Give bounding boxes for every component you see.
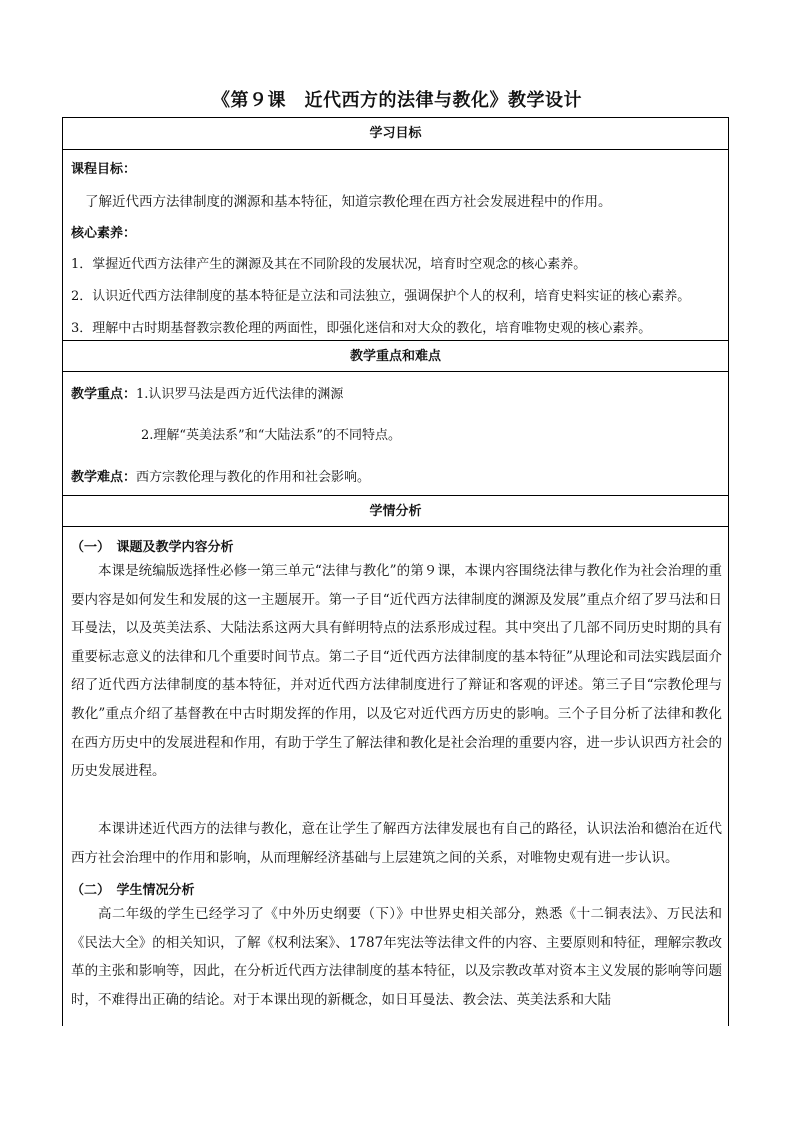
subsection-content-analysis: （一） 课题及教学内容分析: [71, 540, 234, 555]
core-item-2: 2．认识近代西方法律制度的基本特征是立法和司法独立，强调保护个人的权利，培育史料实证的核心素养。: [71, 289, 691, 304]
difficulty-text: 西方宗教伦理与教化的作用和社会影响。: [136, 470, 371, 485]
paragraph-content-analysis: 本课是统编版选择性必修一第三单元“法律与教化”的第９课，本课内容围绕法律与教化作为社会治理的重要内容是如何发生和发展的这一主题展开。第一子目“近代西方法律制度的渊源及发展”重点介绍了罗马法和日耳曼法，以及英美法系、大陆法系这两大具有鲜明特点的法系形成过程。其中突出了几部不同历史时期的具有重要标志意义的法律和几个重要时间节点。第二子目“近代西方法律制度的基本特征”从理论和司法实践层面介绍了近代西方法律制度的基本特征，并对近代西方法律制度进行了辩证和客观的评述。第三子目“宗教伦理与教化”重点介绍了基督教在中古时期发挥的作用，以及它对近代西方历史的影响。三个子目分析了法律和教化在西方历史中的发展进程和作用，有助于学生了解法律和教化是社会治理的重要内容，进一步认识西方社会的历史发展进程。: [71, 563, 722, 780]
key-point-label: 教学重点：: [71, 387, 137, 402]
core-item-1: 1．掌握近代西方法律产生的渊源及其在不同阶段的发展状况，培育时空观念的核心素养。: [71, 257, 587, 272]
subsection-student-analysis: （二） 学生情况分析: [71, 883, 195, 898]
key-point-1: [71, 383, 343, 402]
document-title: 《第９课 近代西方的法律与教化》教学设计: [212, 90, 582, 111]
section-header-learning-analysis: 学情分析: [63, 496, 728, 527]
paragraph-lesson-purpose: 本课讲述近代西方的法律与教化，意在让学生了解西方法律发展也有自己的路径，认识法治和德治在近代西方社会治理中的作用和影响，从而理解经济基础与上层建筑之间的关系，对唯物史观有进一步认识。: [71, 821, 722, 866]
key-point-1-text: 1.认识罗马法是西方近代法律的渊源: [136, 387, 344, 402]
section-header-learning-goals: 学习目标: [63, 118, 728, 150]
difficulty-label: 教学难点：: [71, 470, 137, 485]
core-literacy-label: 核心素养：: [71, 226, 137, 241]
difficulty: [71, 466, 370, 485]
lesson-table: [62, 117, 729, 1026]
key-point-2: 2.理解“英美法系”和“大陆法系”的不同特点。: [141, 428, 401, 443]
section-header-key-points: 教学重点和难点: [63, 341, 728, 372]
core-item-3: 3．理解中古时期基督教宗教伦理的两面性，即强化迷信和对大众的教化，培育唯物史观的核心素养。: [71, 321, 652, 336]
paragraph-student-analysis: 高二年级的学生已经学习了《中外历史纲要（下）》中世界史相关部分，熟悉《十二铜表法》、万民法和《民法大全》的相关知识，了解《权利法案》、1787年宪法等法律文件的内容、主要原则和特征，理解宗教改革的主张和影响等，因此，在分析近代西方法律制度的基本特征，以及宗教改革对资本主义发展的影响等问题时，不难得出正确的结论。对于本课出现的新概念，如日耳曼法、教会法、英美法系和大陆: [71, 906, 722, 1008]
course-goal-label: 课程目标：: [71, 162, 137, 177]
course-goal-text: 了解近代西方法律制度的渊源和基本特征，知道宗教伦理在西方社会发展进程中的作用。: [85, 194, 612, 210]
